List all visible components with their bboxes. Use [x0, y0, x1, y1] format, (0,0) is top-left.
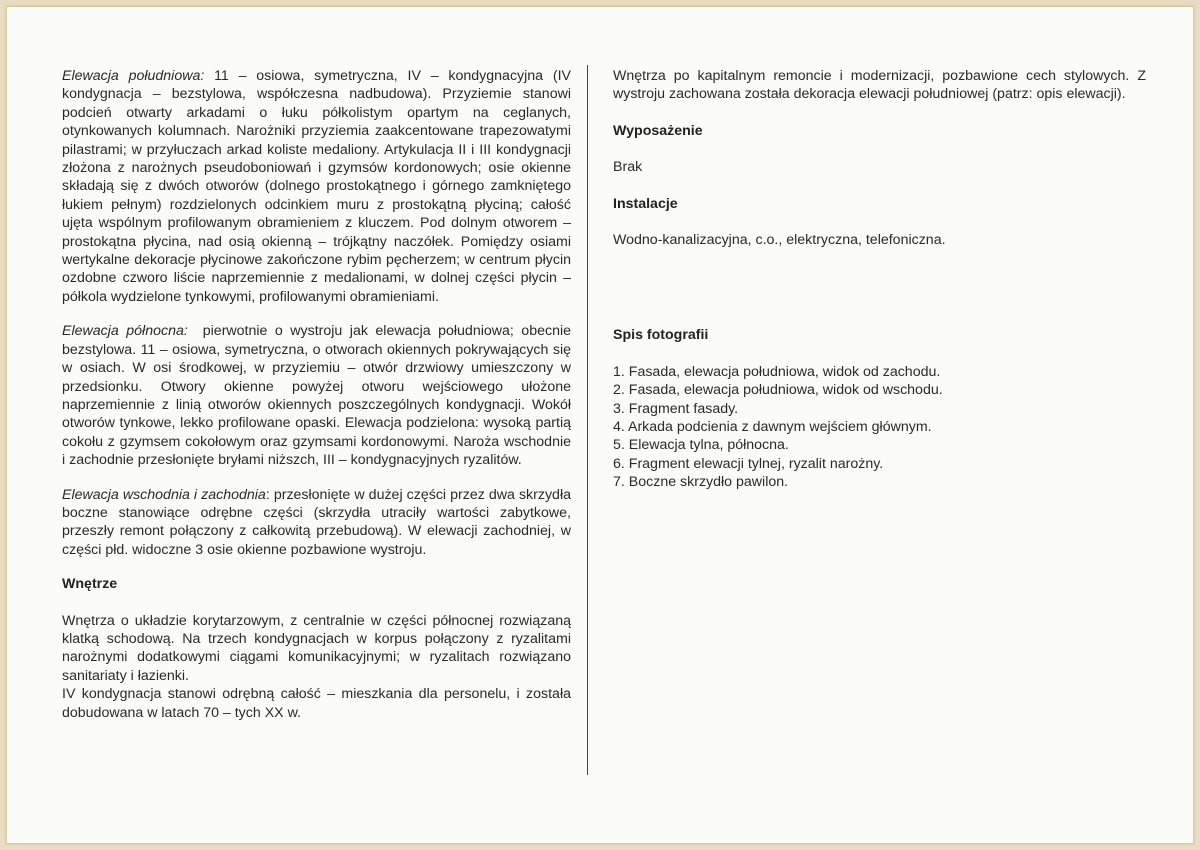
north-elevation-paragraph — [62, 322, 575, 469]
photo-list-item: 4. Arkada podcienia z dawnym wejściem głównym. — [613, 419, 932, 436]
interior-heading: Wnętrze — [62, 576, 118, 593]
photo-list-item: 6. Fragment elewacji tylnej, ryzalit narożny. — [613, 455, 884, 472]
column-divider — [587, 65, 588, 775]
east-west-elevation-paragraph — [62, 486, 571, 560]
photo-list-item: 1. Fasada, elewacja południowa, widok od zachodu. — [613, 363, 941, 380]
east-west-elevation-label: Elewacja wschodnia i zachodnia — [62, 486, 266, 503]
photo-list-item: 2. Fasada, elewacja południowa, widok od wschodu. — [613, 382, 943, 399]
photo-list — [613, 363, 1146, 492]
north-elevation-label: Elewacja północna: — [62, 323, 188, 340]
left-column — [62, 67, 575, 722]
installations-value: Wodno-kanalizacyjna, c.o., elektryczna, telefoniczna. — [613, 232, 946, 249]
installations-heading: Instalacje — [613, 195, 678, 212]
photo-list-item: 3. Fragment fasady. — [613, 400, 739, 417]
equipment-heading: Wyposażenie — [613, 122, 703, 139]
right-column — [613, 67, 1146, 492]
photo-list-item: 5. Elewacja tylna, północna. — [613, 437, 789, 454]
south-elevation-paragraph — [62, 67, 571, 306]
interior-paragraph-1: Wnętrza o układzie korytarzowym, z centralnie w części północnej rozwiązaną klatką schodową. Na trzech kondygnacjach w korpus połączony z ryzalitami narożnymi dodatkowymi ciągami komunikacyjnymi; w ryzalitach rozwiązano sanitariaty i łazienki. — [62, 612, 571, 684]
north-elevation-text: pierwotnie o wystroju jak elewacja południowa; obecnie bezstylowa. 11 – osiowa, symetryczna, o otworach okiennych pokrywających się w osiach. W osi środkowej, w przyziemiu – otwór drzwiowy umieszczony w przedsionku. Otwory okienne powyżej otworu wejściowego ułożone naprzemiennie z linią otworów okiennych poszczególnych kondygnacji. Wokół otworów tynkowe, lekko profilowane opaski. Elewacja podzielona: wysoką partią cokołu z gzymsem cokołowym oraz gzymsami kordonowymi. Naroża wschodnie i zachodnie przesłonięte bryłami niższch, III – kondygnacyjnych ryzalitów. — [62, 323, 575, 469]
south-elevation-text: 11 – osiowa, symetryczna, IV – kondygnacyjna (IV kondygnacja – bezstylowa, współczesna nadbudowa). Przyziemie stanowi podcień otwarty arkadami o łuku półkolistym opartym na ceglanych, otynkowanych kolumnach. Narożniki przyziemia zaakcentowane trapezowatymi pilastrami; w przyłuczach arkad koliste medaliony. Artykulacja II i III kondygnacji złożona z narożnych pseudoboniowań i gzymsów kordonowych; osie okienne składają się z dwóch otworów (dolnego prostokątnego i górnego zamkniętego łukiem pełnym) rozdzielonych odcinkiem muru z prostokątną płyciną; całość ujęta wspólnym profilowanym obramieniem z kluczem. Pod dolnym otworem – prostokątna płycina, nad osią okienną – trójkątny naczółek. Pomiędzy osiami wertykalne dekoracje płycinowe zakończone rybim pęcherzem; w centrum płycin ozdobne czworo liście naprzemiennie z medalionami, w dolnej części płycin – półkola wydzielone tynkowymi, profilowanymi obramieniami. — [62, 68, 571, 305]
photo-list-heading: Spis fotografii — [613, 327, 709, 344]
east-west-elevation-text: : przesłonięte w dużej części przez dwa skrzydła boczne stanowiące odrębne części (skrzydła utraciły wartości zabytkowe, przeszły remont połączony z całkowitą przebudową). W elewacji zachodniej, w części płd. widoczne 3 osie okienne pozbawione wystroju. — [62, 486, 571, 558]
interior-paragraph-2: IV kondygnacja stanowi odrębną całość – mieszkania dla personelu, i została dobudowana w latach 70 – tych XX w. — [62, 686, 571, 721]
interior-condition-paragraph: Wnętrza po kapitalnym remoncie i modernizacji, pozbawione cech stylowych. Z wystroju zachowana została dekoracja elewacji południowej (patrz: opis elewacji). — [613, 68, 1146, 103]
photo-list-item: 7. Boczne skrzydło pawilon. — [613, 474, 789, 491]
equipment-value: Brak — [613, 159, 643, 176]
document-page — [6, 6, 1194, 844]
south-elevation-label: Elewacja południowa: — [62, 68, 205, 84]
